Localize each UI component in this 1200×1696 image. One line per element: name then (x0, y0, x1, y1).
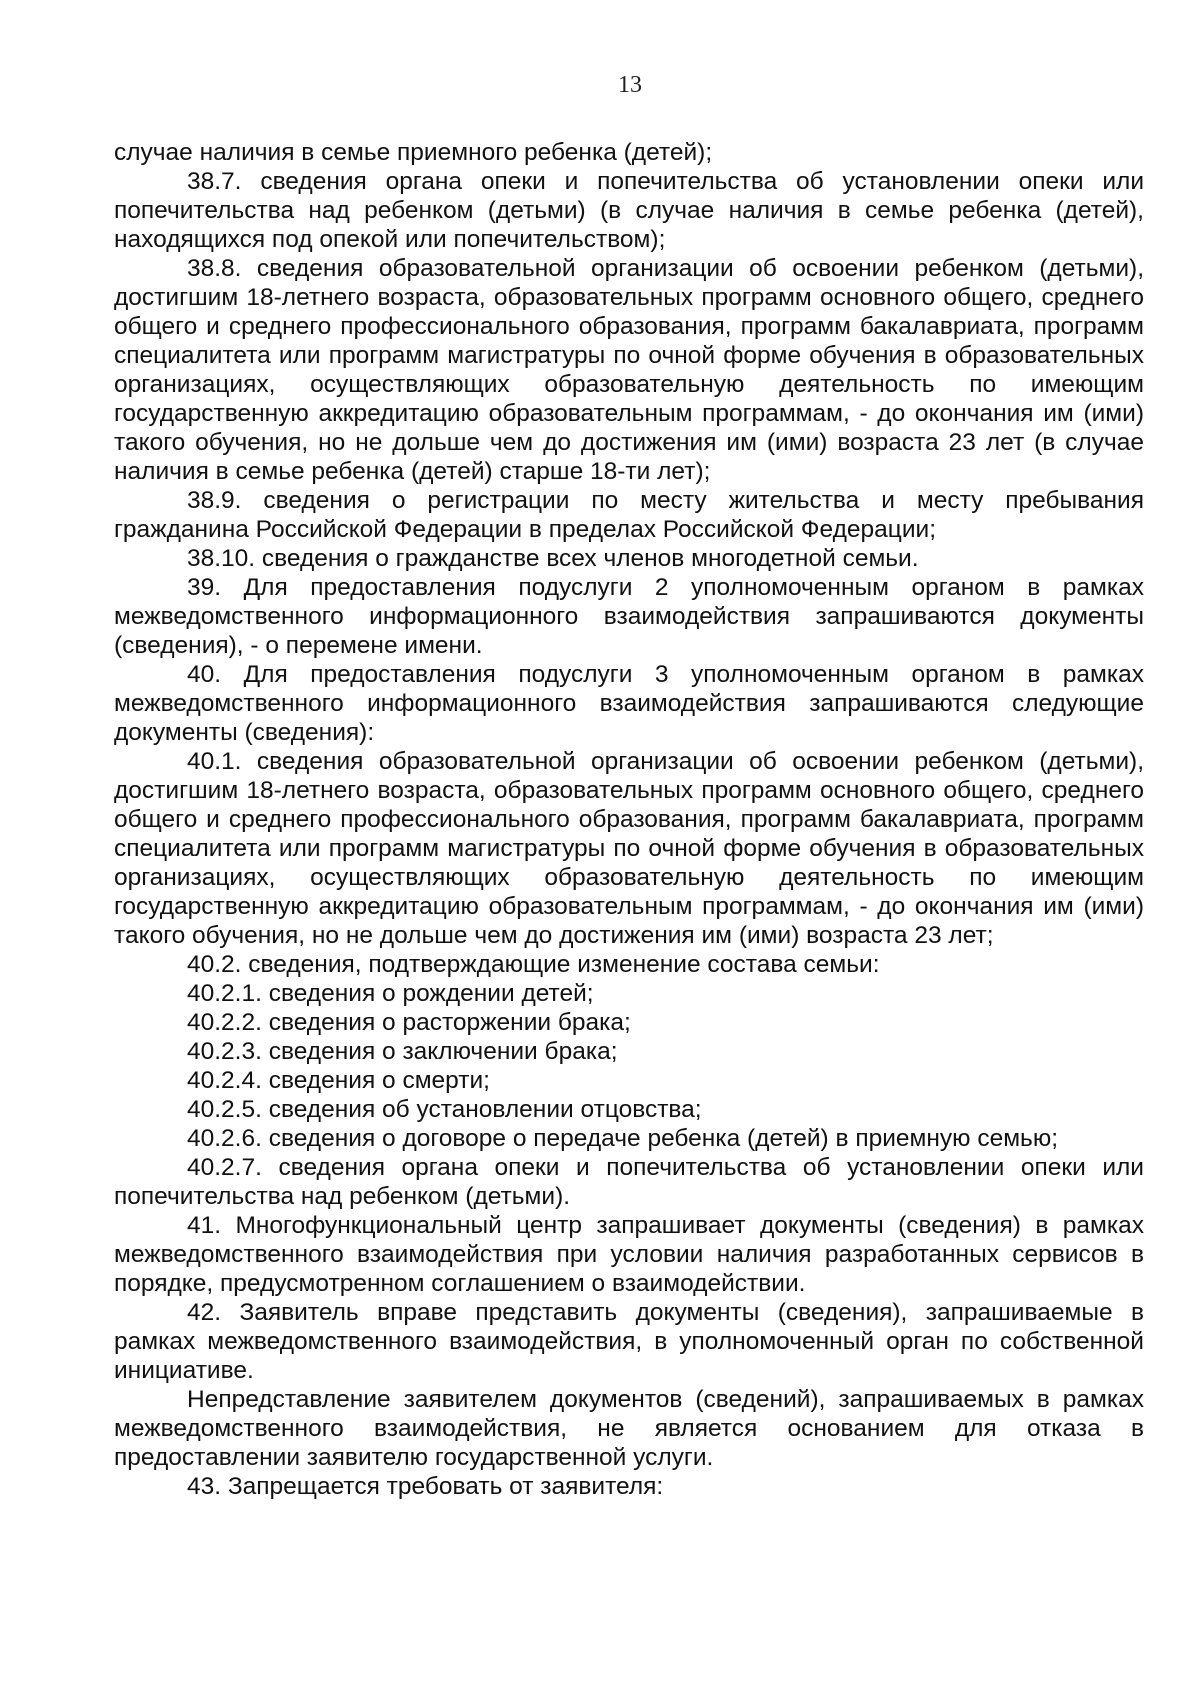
document-body (114, 138, 1144, 1501)
paragraph-38-8: 38.8. сведения образовательной организации об освоении ребенком (детьми), достигшим 18-летнего возраста, образовательных программ основного общего, среднего общего и среднего профессионального образования, программ бакалавриата, программ специалитета или программ магистратуры по очной форме обучения в образовательных организациях, осуществляющих образовательную деятельность по имеющим государственную аккредитацию образовательным программам, - до окончания им (ими) такого обучения, но не дольше чем до достижения им (ими) возраста 23 лет (в случае наличия в семье ребенка (детей) старше 18-ти лет); (114, 255, 1144, 485)
page-number: 13 (618, 72, 642, 98)
paragraph-40: 40. Для предоставления подуслуги 3 уполномоченным органом в рамках межведомственного информационного взаимодействия запрашиваются следующие документы (сведения): (114, 661, 1144, 746)
paragraph-40-2-7: 40.2.7. сведения органа опеки и попечительства об установлении опеки или попечительства над ребенком (детьми). (114, 1154, 1144, 1210)
paragraph-continuation: случае наличия в семье приемного ребенка (детей); (114, 139, 713, 166)
paragraph-42: 42. Заявитель вправе представить документы (сведения), запрашиваемые в рамках межведомственного взаимодействия, в уполномоченный орган по собственной инициативе. (114, 1299, 1144, 1384)
paragraph-40-2-4: 40.2.4. сведения о смерти; (187, 1067, 490, 1094)
paragraph-40-1: 40.1. сведения образовательной организации об освоении ребенком (детьми), достигшим 18-летнего возраста, образовательных программ основного общего, среднего общего и среднего профессионального образования, программ бакалавриата, программ специалитета или программ магистратуры по очной форме обучения в образовательных организациях, осуществляющих образовательную деятельность по имеющим государственную аккредитацию образовательным программам, - до окончания им (ими) такого обучения, но не дольше чем до достижения им (ими) возраста 23 лет; (114, 748, 1144, 949)
paragraph-40-2: 40.2. сведения, подтверждающие изменение состава семьи: (187, 951, 880, 978)
paragraph-41: 41. Многофункциональный центр запрашивает документы (сведения) в рамках межведомственного взаимодействия при условии наличия разработанных сервисов в порядке, предусмотренном соглашением о взаимодействии. (114, 1212, 1144, 1297)
paragraph-40-2-3: 40.2.3. сведения о заключении брака; (187, 1038, 618, 1065)
paragraph-43: 43. Запрещается требовать от заявителя: (187, 1473, 664, 1500)
paragraph-40-2-5: 40.2.5. сведения об установлении отцовства; (187, 1096, 702, 1123)
paragraph-42-continued: Непредставление заявителем документов (сведений), запрашиваемых в рамках межведомственного взаимодействия, не является основанием для отказа в предоставлении заявителю государственной услуги. (114, 1386, 1144, 1471)
paragraph-38-9: 38.9. сведения о регистрации по месту жительства и месту пребывания гражданина Российской Федерации в пределах Российской Федерации; (114, 487, 1144, 543)
paragraph-38-7: 38.7. сведения органа опеки и попечительства об установлении опеки или попечительства над ребенком (детьми) (в случае наличия в семье ребенка (детей), находящихся под опекой или попечительством); (114, 168, 1144, 253)
paragraph-39: 39. Для предоставления подуслуги 2 уполномоченным органом в рамках межведомственного информационного взаимодействия запрашиваются документы (сведения), - о перемене имени. (114, 574, 1144, 659)
paragraph-40-2-6: 40.2.6. сведения о договоре о передаче ребенка (детей) в приемную семью; (187, 1125, 1059, 1152)
paragraph-40-2-1: 40.2.1. сведения о рождении детей; (187, 980, 594, 1007)
paragraph-40-2-2: 40.2.2. сведения о расторжении брака; (187, 1009, 631, 1036)
paragraph-38-10: 38.10. сведения о гражданстве всех членов многодетной семьи. (187, 545, 919, 572)
